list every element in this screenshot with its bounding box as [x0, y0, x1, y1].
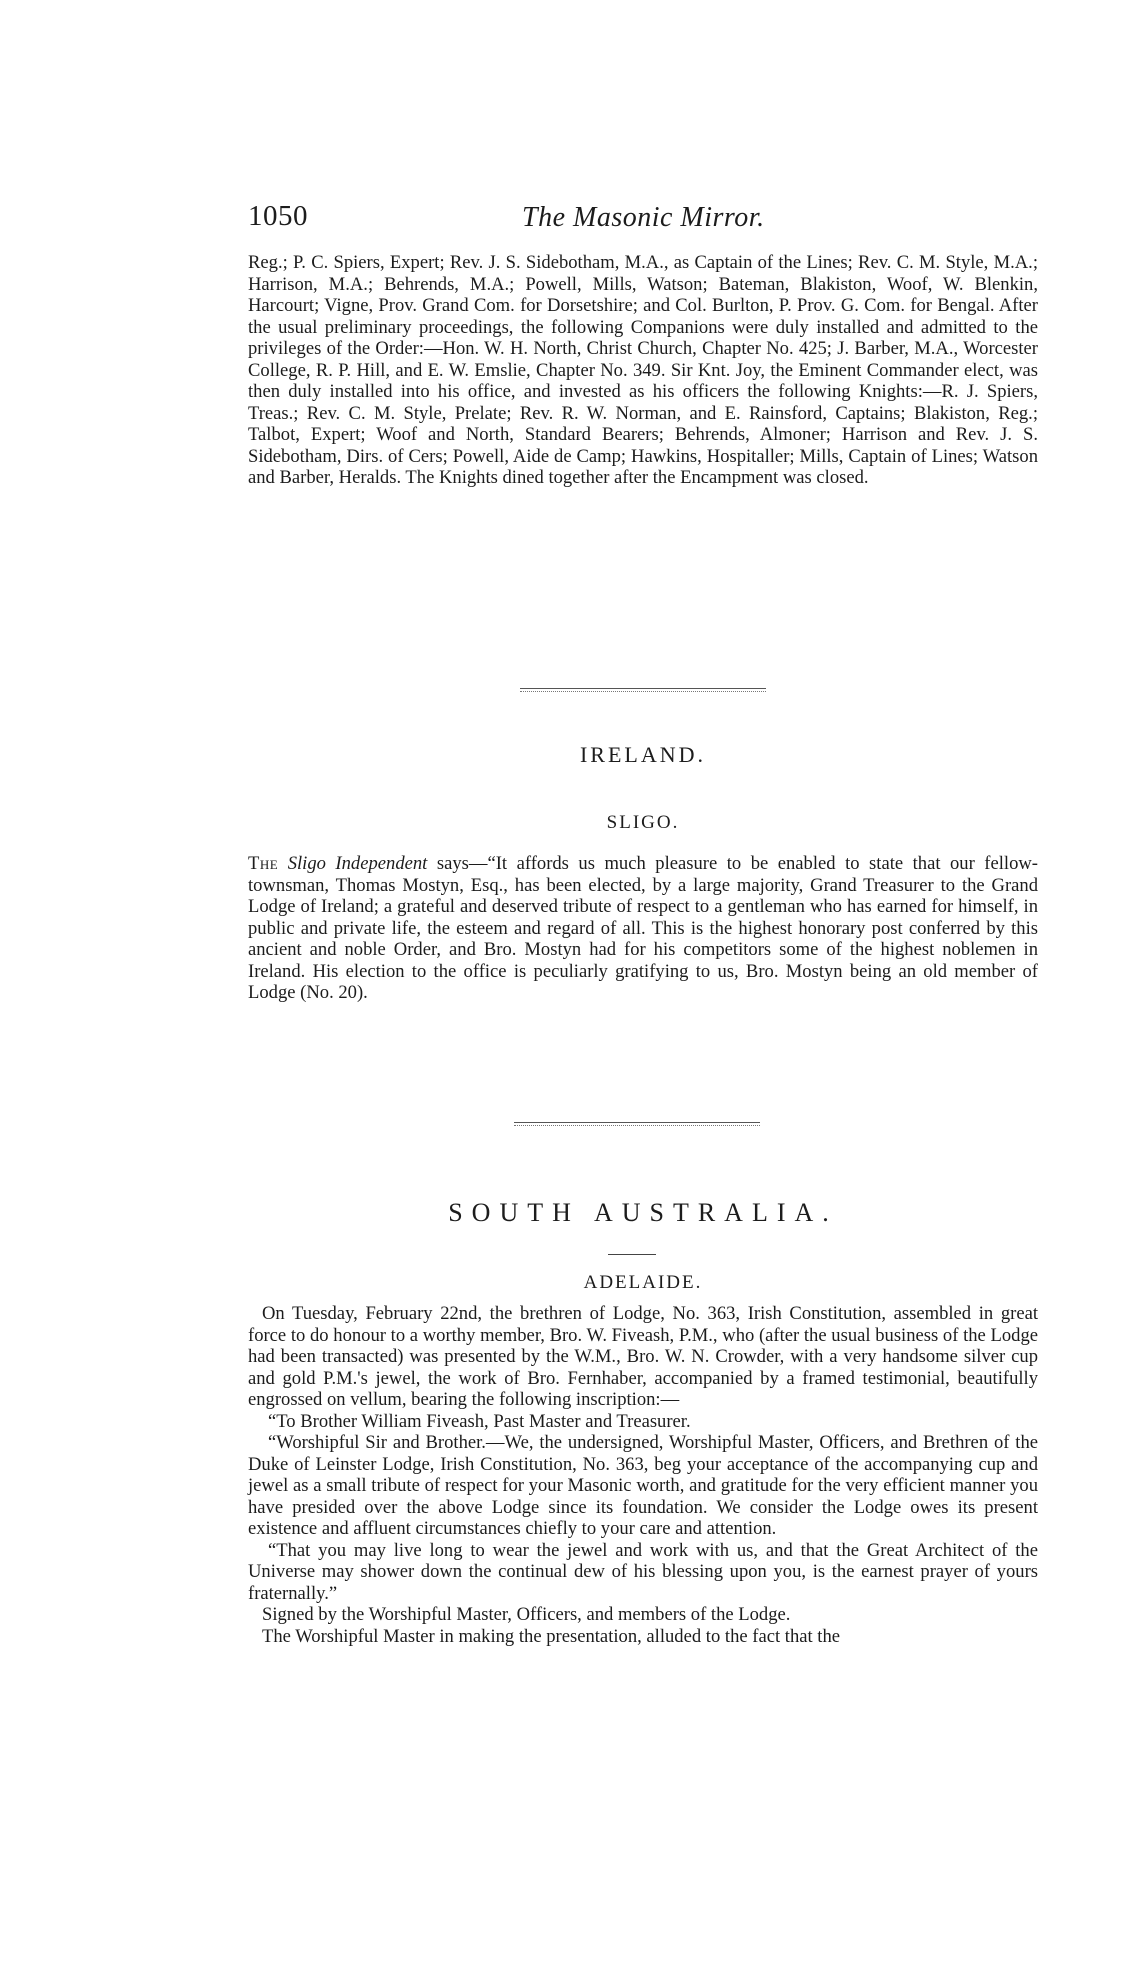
paragraph-signatories: Signed by the Worshipful Master, Officers, and members of the Lodge.: [262, 1604, 791, 1625]
page-number: 1050: [248, 200, 308, 232]
encampment-paragraph: Reg.; P. C. Spiers, Expert; Rev. J. S. Sidebotham, M.A., as Captain of the Lines; Rev. C. M. Style, M.A.; Harrison, M.A.; Behrends, M.A.; Powell, Mills, Watson; Bateman, Blakiston, Woof, W. Blenkin, Harcourt; Vigne, Prov. Grand Com. for Dorsetshire; and Col. Burlton, P. Prov. G. Com. for Bengal. After the usual preliminary proceedings, the following Companions were duly installed and admitted to the privileges of the Order:—Hon. W. H. North, Christ Church, Chapter No. 425; J. Barber, M.A., Worcester College, R. P. Hill, and E. W. Emslie, Chapter No. 349. Sir Knt. Joy, the Eminent Commander elect, was then duly installed into his office, and invested as his officers the following Knights:—R. J. Spiers, Treas.; Rev. C. M. Style, Prelate; Rev. R. W. Norman, and E. Rainsford, Captains; Blakiston, Reg.; Talbot, Expert; Woof and North, Standard Bearers; Behrends, Almoner; Harrison and Rev. J. S. Sidebotham, Dirs. of Cers; Powell, Aide de Camp; Hawkins, Hospitaller; Mills, Captain of Lines; Watson and Barber, Heralds. The Knights dined together after the Encampment was closed.: [248, 252, 1038, 488]
paragraph-inscription-body: “Worshipful Sir and Brother.—We, the undersigned, Worshipful Master, Officers, and Brethren of the Duke of Leinster Lodge, Irish Constitution, No. 363, beg your acceptance of the accompanying cup and jewel as a small tribute of respect for your Masonic worth, and gratitude for the very efficient manner you have presided over the above Lodge since its foundation. We consider the Lodge owes its present existence and affluent circumstances chiefly to your care and attention.: [248, 1432, 1038, 1539]
encampment-report: [248, 252, 1038, 489]
ireland-report: [248, 853, 1038, 1004]
intro-word: The: [248, 853, 279, 874]
subsection-title-sligo: SLIGO.: [606, 812, 680, 833]
paragraph-inscription-closing: “That you may live long to wear the jewel and work with us, and that the Great Architect of the Universe may shower down the continual dew of his blessing upon you, is the earnest prayer of yours fraternally.”: [248, 1539, 1038, 1604]
section-divider: [514, 1122, 760, 1126]
paragraph-inscription-heading: “To Brother William Fiveash, Past Master and Treasurer.: [268, 1410, 691, 1432]
section-title-south-australia: SOUTH AUSTRALIA.: [448, 1198, 838, 1227]
paragraph-presentation: On Tuesday, February 22nd, the brethren of Lodge, No. 363, Irish Constitution, assembled in great force to do honour to a worthy member, Bro. W. Fiveash, P.M., who (after the usual business of the Lodge had been transacted) was presented by the W.M., Bro. W. N. Crowder, with a very handsome silver cup and gold P.M.'s jewel, the work of Bro. Fernhaber, accompanied by a framed testimonial, beautifully engrossed on vellum, bearing the following inscription:—: [248, 1303, 1038, 1410]
south-australia-report: [248, 1303, 1038, 1647]
ireland-paragraph: [248, 853, 1038, 1004]
section-title-ireland: IRELAND.: [579, 742, 707, 767]
running-title: The Masonic Mirror.: [522, 202, 765, 233]
ireland-paragraph-text: says—“It affords us much pleasure to be enabled to state that our fellow-townsman, Thomas Mostyn, Esq., has been elected, by a large majority, Grand Treasurer to the Grand Lodge of Ireland; a grateful and deserved tribute of respect to a gentleman who has earned for himself, in public and private life, the esteem and regard of all. This is the highest honorary post conferred by this ancient and noble Order, and Bro. Mostyn had for his competitors some of the highest noblemen in Ireland. His election to the office is peculiarly gratifying to us, Bro. Mostyn being an old member of Lodge (No. 20).: [248, 853, 1039, 1003]
page-header: [248, 200, 1048, 244]
paragraph-continuation: The Worshipful Master in making the presentation, alluded to the fact that the: [262, 1625, 841, 1647]
title-rule: [608, 1254, 656, 1255]
section-divider: [520, 688, 766, 692]
subsection-title-adelaide: ADELAIDE.: [583, 1272, 703, 1293]
newspaper-name: Sligo Independent: [287, 853, 428, 874]
